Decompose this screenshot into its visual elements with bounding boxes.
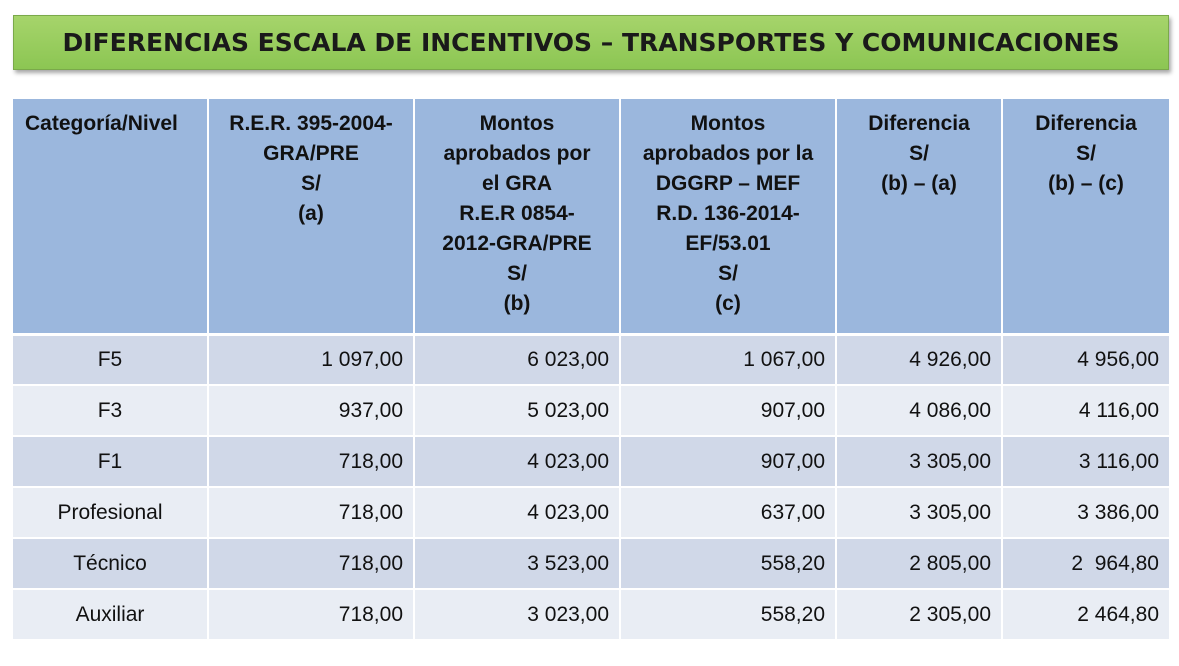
cell-a: 937,00 (208, 385, 414, 436)
header-categoria: Categoría/Nivel (13, 99, 208, 334)
table-row (13, 436, 1169, 487)
cell-categoria: F3 (13, 385, 208, 436)
cell-diff-b-c: 2 964,80 (1002, 538, 1169, 589)
cell-diff-b-c: 3 116,00 (1002, 436, 1169, 487)
header-montos-gra: Montos aprobados por el GRA R.E.R 0854- 2012-GRA/PRE S/ (b) (414, 99, 620, 334)
cell-c: 558,20 (620, 538, 836, 589)
incentives-table (13, 99, 1169, 641)
cell-a: 1 097,00 (208, 334, 414, 385)
cell-b: 3 023,00 (414, 589, 620, 640)
cell-diff-b-a: 4 926,00 (836, 334, 1002, 385)
cell-categoria: Profesional (13, 487, 208, 538)
cell-c: 637,00 (620, 487, 836, 538)
cell-b: 4 023,00 (414, 487, 620, 538)
table-row (13, 334, 1169, 385)
page-title: DIFERENCIAS ESCALA DE INCENTIVOS – TRANSPORTES Y COMUNICACIONES (62, 28, 1120, 57)
cell-a: 718,00 (208, 589, 414, 640)
table-row (13, 487, 1169, 538)
cell-b: 5 023,00 (414, 385, 620, 436)
cell-diff-b-a: 3 305,00 (836, 436, 1002, 487)
cell-a: 718,00 (208, 538, 414, 589)
cell-b: 6 023,00 (414, 334, 620, 385)
cell-diff-b-a: 2 305,00 (836, 589, 1002, 640)
cell-categoria: Técnico (13, 538, 208, 589)
cell-diff-b-c: 4 956,00 (1002, 334, 1169, 385)
cell-c: 1 067,00 (620, 334, 836, 385)
cell-a: 718,00 (208, 436, 414, 487)
cell-a: 718,00 (208, 487, 414, 538)
cell-diff-b-c: 2 464,80 (1002, 589, 1169, 640)
cell-categoria: Auxiliar (13, 589, 208, 640)
cell-b: 4 023,00 (414, 436, 620, 487)
title-banner (13, 15, 1169, 70)
cell-categoria: F1 (13, 436, 208, 487)
cell-c: 907,00 (620, 385, 836, 436)
table-row (13, 385, 1169, 436)
header-montos-mef: Montos aprobados por la DGGRP – MEF R.D. 136-2014- EF/53.01 S/ (c) (620, 99, 836, 334)
cell-categoria: F5 (13, 334, 208, 385)
cell-diff-b-a: 4 086,00 (836, 385, 1002, 436)
cell-diff-b-c: 4 116,00 (1002, 385, 1169, 436)
table-header-row (13, 99, 1169, 334)
table-row (13, 538, 1169, 589)
cell-diff-b-a: 2 805,00 (836, 538, 1002, 589)
table-row (13, 589, 1169, 640)
header-diferencia-b-c: Diferencia S/ (b) – (c) (1002, 99, 1169, 334)
header-rer-395: R.E.R. 395-2004- GRA/PRE S/ (a) (208, 99, 414, 334)
header-diferencia-b-a: Diferencia S/ (b) – (a) (836, 99, 1002, 334)
cell-c: 907,00 (620, 436, 836, 487)
cell-c: 558,20 (620, 589, 836, 640)
cell-b: 3 523,00 (414, 538, 620, 589)
cell-diff-b-a: 3 305,00 (836, 487, 1002, 538)
cell-diff-b-c: 3 386,00 (1002, 487, 1169, 538)
